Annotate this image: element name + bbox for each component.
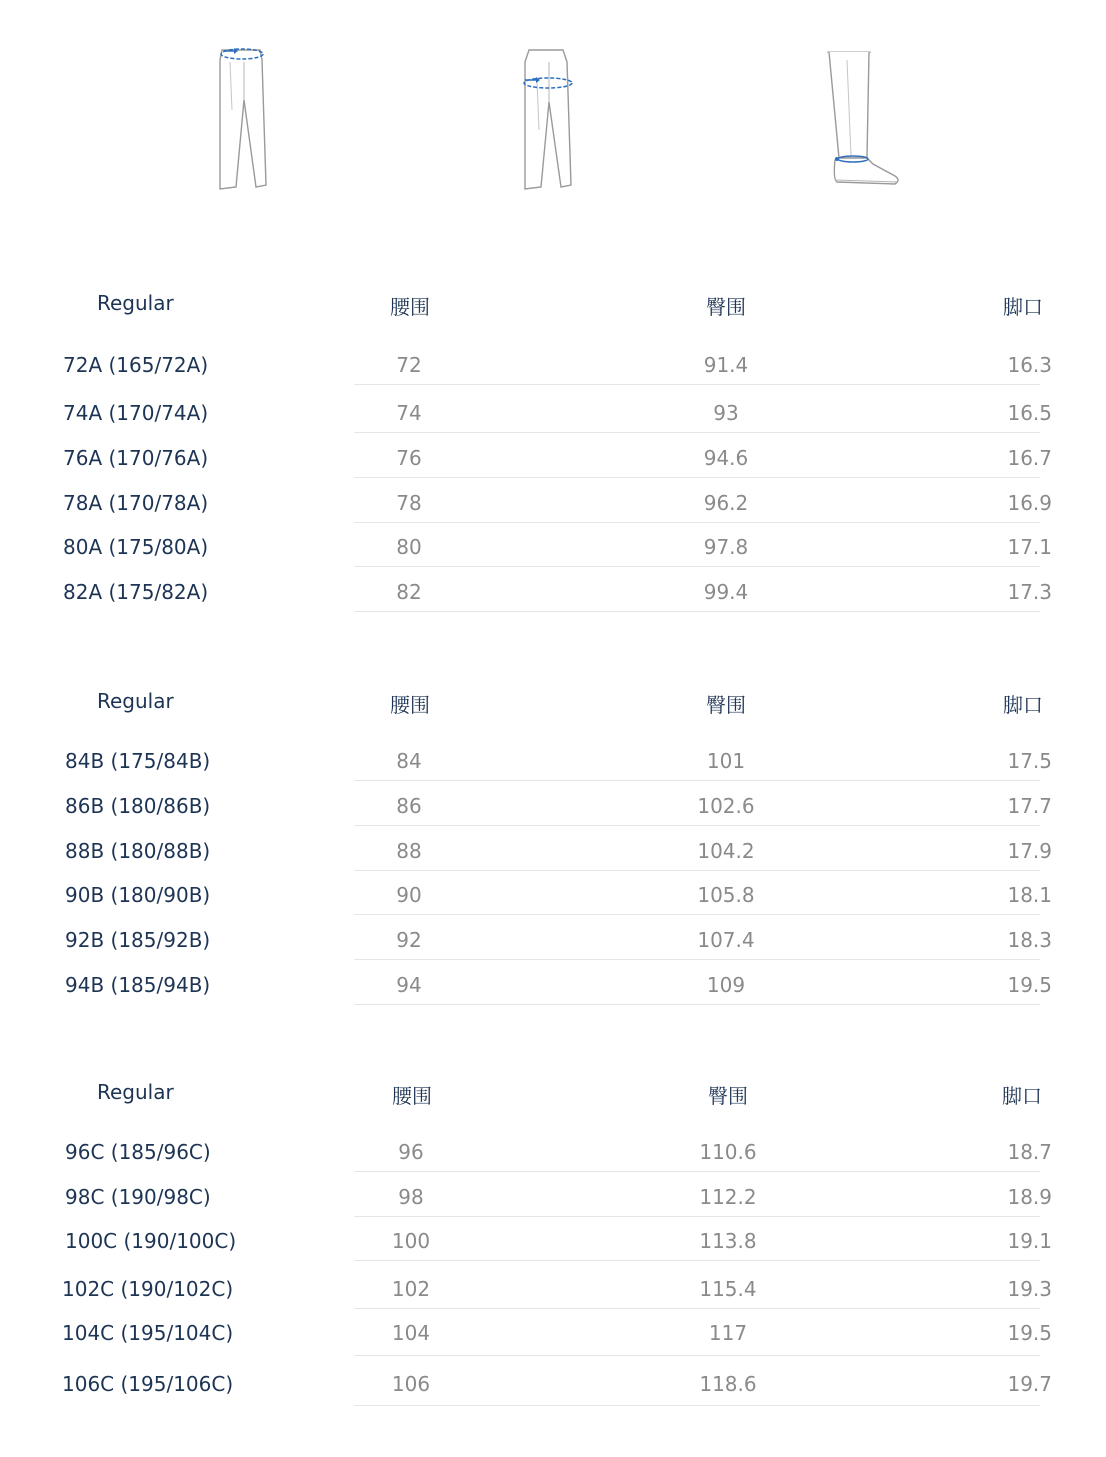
table-header: [0, 1080, 1106, 1110]
waist-header: 腰围: [390, 693, 430, 717]
row-divider: [354, 522, 1040, 523]
hem-header: 脚口: [1003, 693, 1043, 717]
hem-value: 16.9: [1007, 491, 1052, 515]
hip-value: 101: [706, 749, 746, 773]
hip-value: 107.4: [697, 928, 755, 952]
size-label: 80A (175/80A): [63, 535, 209, 559]
row-divider: [354, 780, 1040, 781]
table-row: [0, 973, 1106, 1017]
size-label: 88B (180/88B): [65, 839, 211, 863]
hip-header: 臀围: [706, 295, 746, 319]
pants-hip-measure-icon: [505, 40, 595, 200]
fit-label: Regular: [97, 1080, 174, 1104]
row-divider: [354, 1405, 1040, 1406]
row-divider: [354, 1308, 1040, 1309]
hip-value: 104.2: [697, 839, 755, 863]
table-row: [0, 928, 1106, 972]
hem-value: 17.5: [1007, 749, 1052, 773]
hem-value: 18.7: [1007, 1140, 1052, 1164]
hem-value: 19.7: [1007, 1372, 1052, 1396]
waist-value: 74: [396, 401, 422, 425]
size-label: 104C (195/104C): [62, 1321, 234, 1345]
table-row: [0, 1185, 1106, 1229]
hem-header: 脚口: [1002, 1084, 1042, 1108]
table-row: [0, 794, 1106, 838]
hip-header: 臀围: [706, 693, 746, 717]
table-header: [0, 291, 1106, 321]
hem-value: 19.3: [1007, 1277, 1052, 1301]
size-label: 90B (180/90B): [65, 883, 211, 907]
table-row: [0, 580, 1106, 624]
hip-value: 105.8: [697, 883, 755, 907]
table-row: [0, 353, 1106, 397]
waist-value: 100: [391, 1229, 431, 1253]
hip-value: 115.4: [699, 1277, 757, 1301]
size-label: 106C (195/106C): [62, 1372, 234, 1396]
row-divider: [354, 1260, 1040, 1261]
table-row: [0, 1140, 1106, 1184]
size-label: 84B (175/84B): [65, 749, 211, 773]
hem-value: 17.3: [1007, 580, 1052, 604]
table-row: [0, 839, 1106, 883]
row-divider: [354, 1004, 1040, 1005]
row-divider: [354, 1216, 1040, 1217]
row-divider: [354, 384, 1040, 385]
waist-value: 90: [396, 883, 422, 907]
row-divider: [354, 870, 1040, 871]
table-row: [0, 1277, 1106, 1321]
waist-value: 86: [396, 794, 422, 818]
waist-value: 106: [391, 1372, 431, 1396]
waist-value: 92: [396, 928, 422, 952]
waist-value: 80: [396, 535, 422, 559]
hem-value: 18.3: [1007, 928, 1052, 952]
size-label: 76A (170/76A): [63, 446, 209, 470]
pants-waist-measure-icon: [200, 40, 290, 200]
table-row: [0, 535, 1106, 579]
fit-label: Regular: [97, 291, 174, 315]
waist-header: 腰围: [392, 1084, 432, 1108]
hip-value: 91.4: [703, 353, 749, 377]
hip-value: 97.8: [703, 535, 749, 559]
waist-value: 84: [396, 749, 422, 773]
table-row: [0, 883, 1106, 927]
hem-value: 17.7: [1007, 794, 1052, 818]
waist-value: 94: [396, 973, 422, 997]
hem-value: 19.5: [1007, 1321, 1052, 1345]
size-label: 86B (180/86B): [65, 794, 211, 818]
hem-value: 16.7: [1007, 446, 1052, 470]
size-label: 74A (170/74A): [63, 401, 209, 425]
waist-value: 98: [398, 1185, 424, 1209]
row-divider: [354, 1171, 1040, 1172]
size-label: 92B (185/92B): [65, 928, 211, 952]
hem-value: 18.1: [1007, 883, 1052, 907]
row-divider: [354, 959, 1040, 960]
size-label: 100C (190/100C): [65, 1229, 237, 1253]
table-row: [0, 1321, 1106, 1365]
hem-value: 18.9: [1007, 1185, 1052, 1209]
hip-value: 117: [708, 1321, 748, 1345]
row-divider: [354, 825, 1040, 826]
hip-value: 118.6: [699, 1372, 757, 1396]
hem-value: 16.5: [1007, 401, 1052, 425]
hip-value: 93: [713, 401, 739, 425]
hem-value: 17.9: [1007, 839, 1052, 863]
table-row: [0, 491, 1106, 535]
row-divider: [354, 611, 1040, 612]
waist-value: 88: [396, 839, 422, 863]
waist-value: 72: [396, 353, 422, 377]
waist-value: 96: [398, 1140, 424, 1164]
size-label: 102C (190/102C): [62, 1277, 234, 1301]
table-header: [0, 689, 1106, 719]
row-divider: [354, 1355, 1040, 1356]
table-row: [0, 1372, 1106, 1416]
hem-value: 19.5: [1007, 973, 1052, 997]
size-label: 94B (185/94B): [65, 973, 211, 997]
hip-header: 臀围: [708, 1084, 748, 1108]
hip-value: 112.2: [699, 1185, 757, 1209]
row-divider: [354, 566, 1040, 567]
hem-value: 17.1: [1007, 535, 1052, 559]
waist-value: 104: [391, 1321, 431, 1345]
waist-value: 102: [391, 1277, 431, 1301]
hem-value: 16.3: [1007, 353, 1052, 377]
table-row: [0, 1229, 1106, 1273]
hip-value: 110.6: [699, 1140, 757, 1164]
hip-value: 113.8: [699, 1229, 757, 1253]
size-label: 98C (190/98C): [65, 1185, 211, 1209]
row-divider: [354, 477, 1040, 478]
table-row: [0, 401, 1106, 445]
waist-value: 82: [396, 580, 422, 604]
size-label: 78A (170/78A): [63, 491, 209, 515]
pants-hem-measure-icon: [815, 40, 915, 200]
waist-header: 腰围: [390, 295, 430, 319]
table-row: [0, 749, 1106, 793]
waist-value: 78: [396, 491, 422, 515]
hem-header: 脚口: [1003, 295, 1043, 319]
hip-value: 94.6: [703, 446, 749, 470]
hip-value: 109: [706, 973, 746, 997]
row-divider: [354, 432, 1040, 433]
size-label: 96C (185/96C): [65, 1140, 211, 1164]
row-divider: [354, 914, 1040, 915]
hip-value: 102.6: [697, 794, 755, 818]
hem-value: 19.1: [1007, 1229, 1052, 1253]
size-label: 72A (165/72A): [63, 353, 209, 377]
hip-value: 96.2: [703, 491, 749, 515]
hip-value: 99.4: [703, 580, 749, 604]
table-row: [0, 446, 1106, 490]
size-label: 82A (175/82A): [63, 580, 209, 604]
fit-label: Regular: [97, 689, 174, 713]
waist-value: 76: [396, 446, 422, 470]
